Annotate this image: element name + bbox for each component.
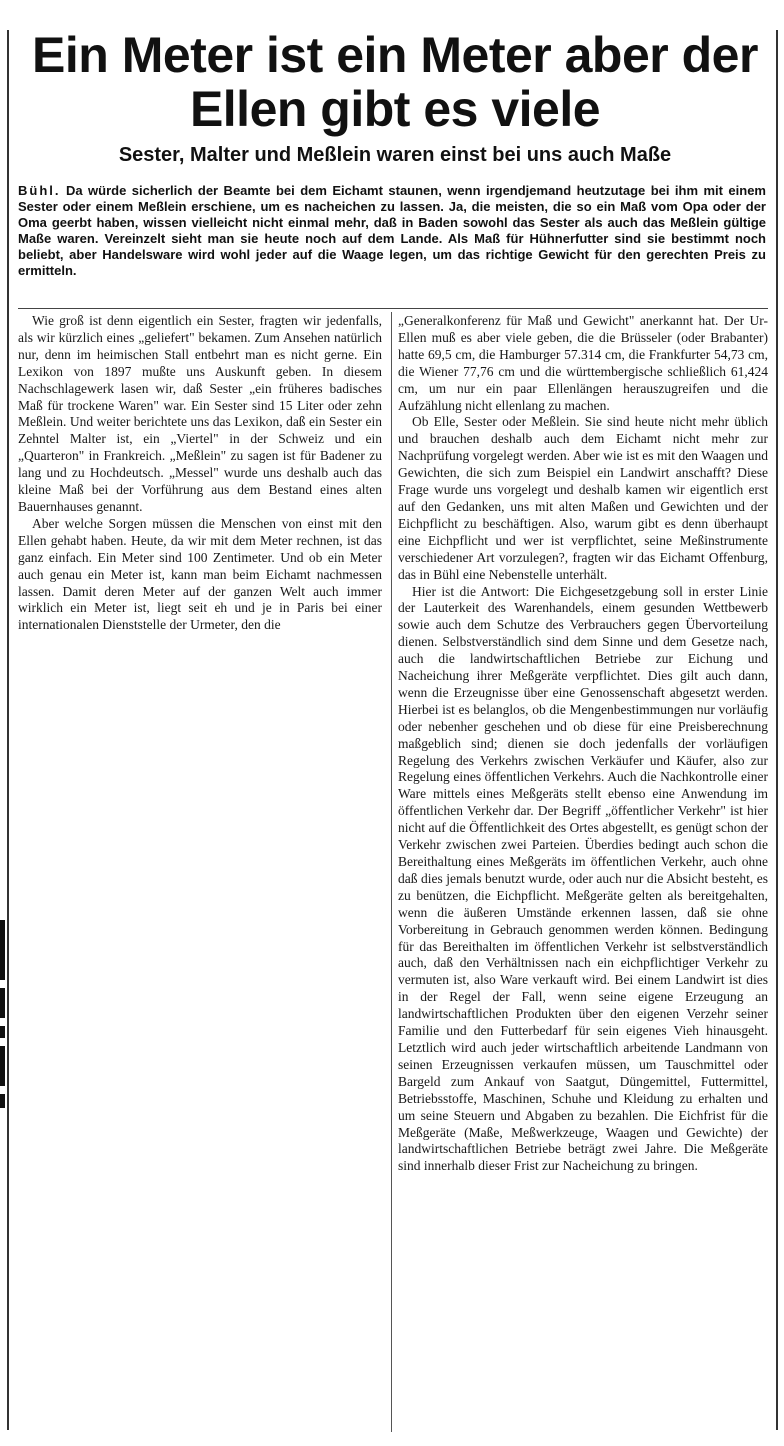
body-paragraph: Ob Elle, Sester oder Meßlein. Sie sind heute nicht mehr üblich und brauchen deshalb auch dem Eichamt nicht mehr zur Nachprüfung vorgelegt werden. Aber wie ist es mit den Waagen und Gewichten, die sich zum Beispiel ein Landwirt anschafft? Diese Frage wurde uns vorgelegt und deshalb kamen wir eigentlich erst auf den Gedanken, uns mit alten Maßen und Gewichten und der Eichpflicht zu beschäftigen. Also, warum gibt es denn überhaupt eine Eichpflicht und wer ist verpflichtet, seine Meßinstrumente verschiedener Art vorzulegen?, fragten wir das Eichamt Offenburg, das in Bühl eine Nebenstelle unterhält.: [398, 414, 768, 582]
article-column-left: [18, 313, 382, 634]
body-paragraph: Hier ist die Antwort: Die Eichgesetzgebung soll in erster Linie der Lauterkeit des Warenhandels, einem gesunden Wettbewerb sowie auch dem Schutze des Verbrauchers gegen Übervorteilung dienen. Selbstverständlich sind dem Sinne und dem Gesetze nach, auch die landwirtschaftlichen Betriebe zur Eichung und Nacheichung ihrer Meßgeräte verpflichtet. Dies gilt auch dann, wenn die Erzeugnisse über eine Genossenschaft abgesetzt werden. Hierbei ist es belanglos, ob die Mengenbestimmungen nur vorläufig oder nebenher geschehen und ob diese für eine Preisberechnung maßgeblich sind; dienen sie doch jedenfalls der vorläufigen Regelung des Verkehrs zwischen Verkäufer und Käufer, also zur Regelung eines öffentlichen Verkehrs. Auch die Nachkontrolle einer Ware mittels eines Meßgeräts stellt ebenso eine Anwendung im öffentlichen Verkehr dar. Der Begriff „öffentlicher Verkehr" ist hier nicht auf die Öffentlichkeit des Ortes abgestellt, es genügt schon der Verkehr zwischen zwei Parteien. Überdies bedingt auch schon die Bereithaltung eines Meßgeräts im öffentlichen Verkehr, auch ohne daß dies jemals benutzt wurde, oder auch nur die Absicht besteht, es zu benützen, die Eichpflicht. Meßgeräte gelten als bereitgehalten, wenn die äußeren Umstände erkennen lassen, daß sie ohne Vorbereitung in Gebrauch genommen werden können. Bedingung für das Bereithalten im öffentlichen Verkehr ist selbstverständlich auch, daß den Verhältnissen nach ein eichpflichtiger Verkehr zu vermuten ist, also Ware verkauft wird. Bei einem Landwirt ist dies in der Regel der Fall, wenn seine eigene Erzeugung an landwirtschaftlichen Produkten über den eigenen Verzehr seiner Familie und den Futterbedarf für sein eigenes Vieh hinausgeht. Letztlich wird auch jeder wirtschaftlich arbeitende Landmann von seinen Erzeugnissen verkaufen müssen, um Tauschmittel oder Bargeld zum Ankauf von Saatgut, Düngemittel, Futtermittel, Betriebsstoffe, Maschinen, Schuhe und Kleidung zu erhalten und um seine Steuern und Abgaben zu bezahlen. Die Eichfrist für die Meßgeräte (Maße, Meßwerkzeuge, Waagen und Gewichte) der landwirtschaftlichen Betriebe beträgt zwei Jahre. Die Meßgeräte sind innerhalb dieser Frist zur Nacheichung zu bringen.: [398, 583, 768, 1174]
article-headline: Ein Meter ist ein Meter aber der Ellen gibt es viele: [32, 27, 758, 137]
right-border-rule: [776, 30, 778, 1430]
body-paragraph: Wie groß ist denn eigentlich ein Sester, fragten wir jedenfalls, als wir kürzlich eines „geliefert" bekamen. Zum Ansehen natürlich nur, denn im heimischen Stall entbehrt man es nicht gerne. Ein Lexikon von 1897 mußte uns Auskunft geben. In diesem Nachschlagewerk lasen wir, daß Sester „ein früheres badisches Maß für trockene Waren" war. Ein Sester sind 15 Liter oder zehn Meßlein. Und weiter berichtete uns das Lexikon, daß ein Sester ein Zehntel Malter ist, ein „Viertel" in der Schweiz und ein „Quarteron" in Frankreich. „Meßlein" zu sagen ist für Badener zu lang und zu Hochdeutsch. „Messel" wurde uns deshalb auch das kleine Maß bei der Vorführung aus dem Bestand eines alten Bauernhauses genannt.: [18, 313, 382, 514]
lead-dateline: Bühl.: [18, 183, 61, 198]
column-rule: [391, 312, 392, 1432]
lead-text: Da würde sicherlich der Beamte bei dem Eichamt staunen, wenn irgendjemand heutzutage bei ihm mit einem Sester oder einem Meßlein erschiene, um es nacheichen zu lassen. Ja, die meisten, die so ein Maß vom Opa oder der Oma geerbt haben, wissen vielleicht nicht einmal mehr, daß in Baden sowohl das Sester als auch das Meßlein gültige Maße waren. Vereinzelt sieht man sie heute noch auf dem Lande. Als Maß für Hühnerfutter sind sie bestimmt noch beliebt, aber Handelsware wird wohl jeder auf die Waage legen, um das richtige Gewicht für den gerechten Preis zu ermitteln.: [18, 183, 766, 278]
edge-print-marks: [0, 920, 8, 1116]
left-border-rule: [7, 30, 9, 1430]
lead-divider: [18, 308, 768, 309]
article-lead: [18, 183, 766, 279]
article-subheadline: Sester, Malter und Meßlein waren einst bei uns auch Maße: [118, 144, 672, 166]
body-paragraph: Aber welche Sorgen müssen die Menschen von einst mit den Ellen gehabt haben. Heute, da wir mit dem Meter rechnen, ist das ganz einfach. Ein Meter sind 100 Zentimeter. Und ob ein Meter auch genau ein Meter ist, kann man beim Eichamt nachmessen lassen. Damit deren Meter auf der ganzen Welt auch immer wirklich ein Meter ist, liegt seit eh und je in Paris bei einer internationalen Dienststelle der Urmeter, den die: [18, 515, 382, 633]
body-paragraph: „Generalkonferenz für Maß und Gewicht" anerkannt hat. Der Ur-Ellen muß es aber viele geben, die die Brüsseler (oder Brabanter) hatte 69,5 cm, die Hamburger 57.314 cm, die Frankfurter 54,73 cm, die Wiener 77,76 cm und die württembergische schließlich 61,424 cm, um nur ein paar Ellenlängen herauszugreifen und die Aufzählung nicht ellenlang zu machen.: [398, 313, 768, 413]
article-column-right: [398, 313, 768, 1175]
